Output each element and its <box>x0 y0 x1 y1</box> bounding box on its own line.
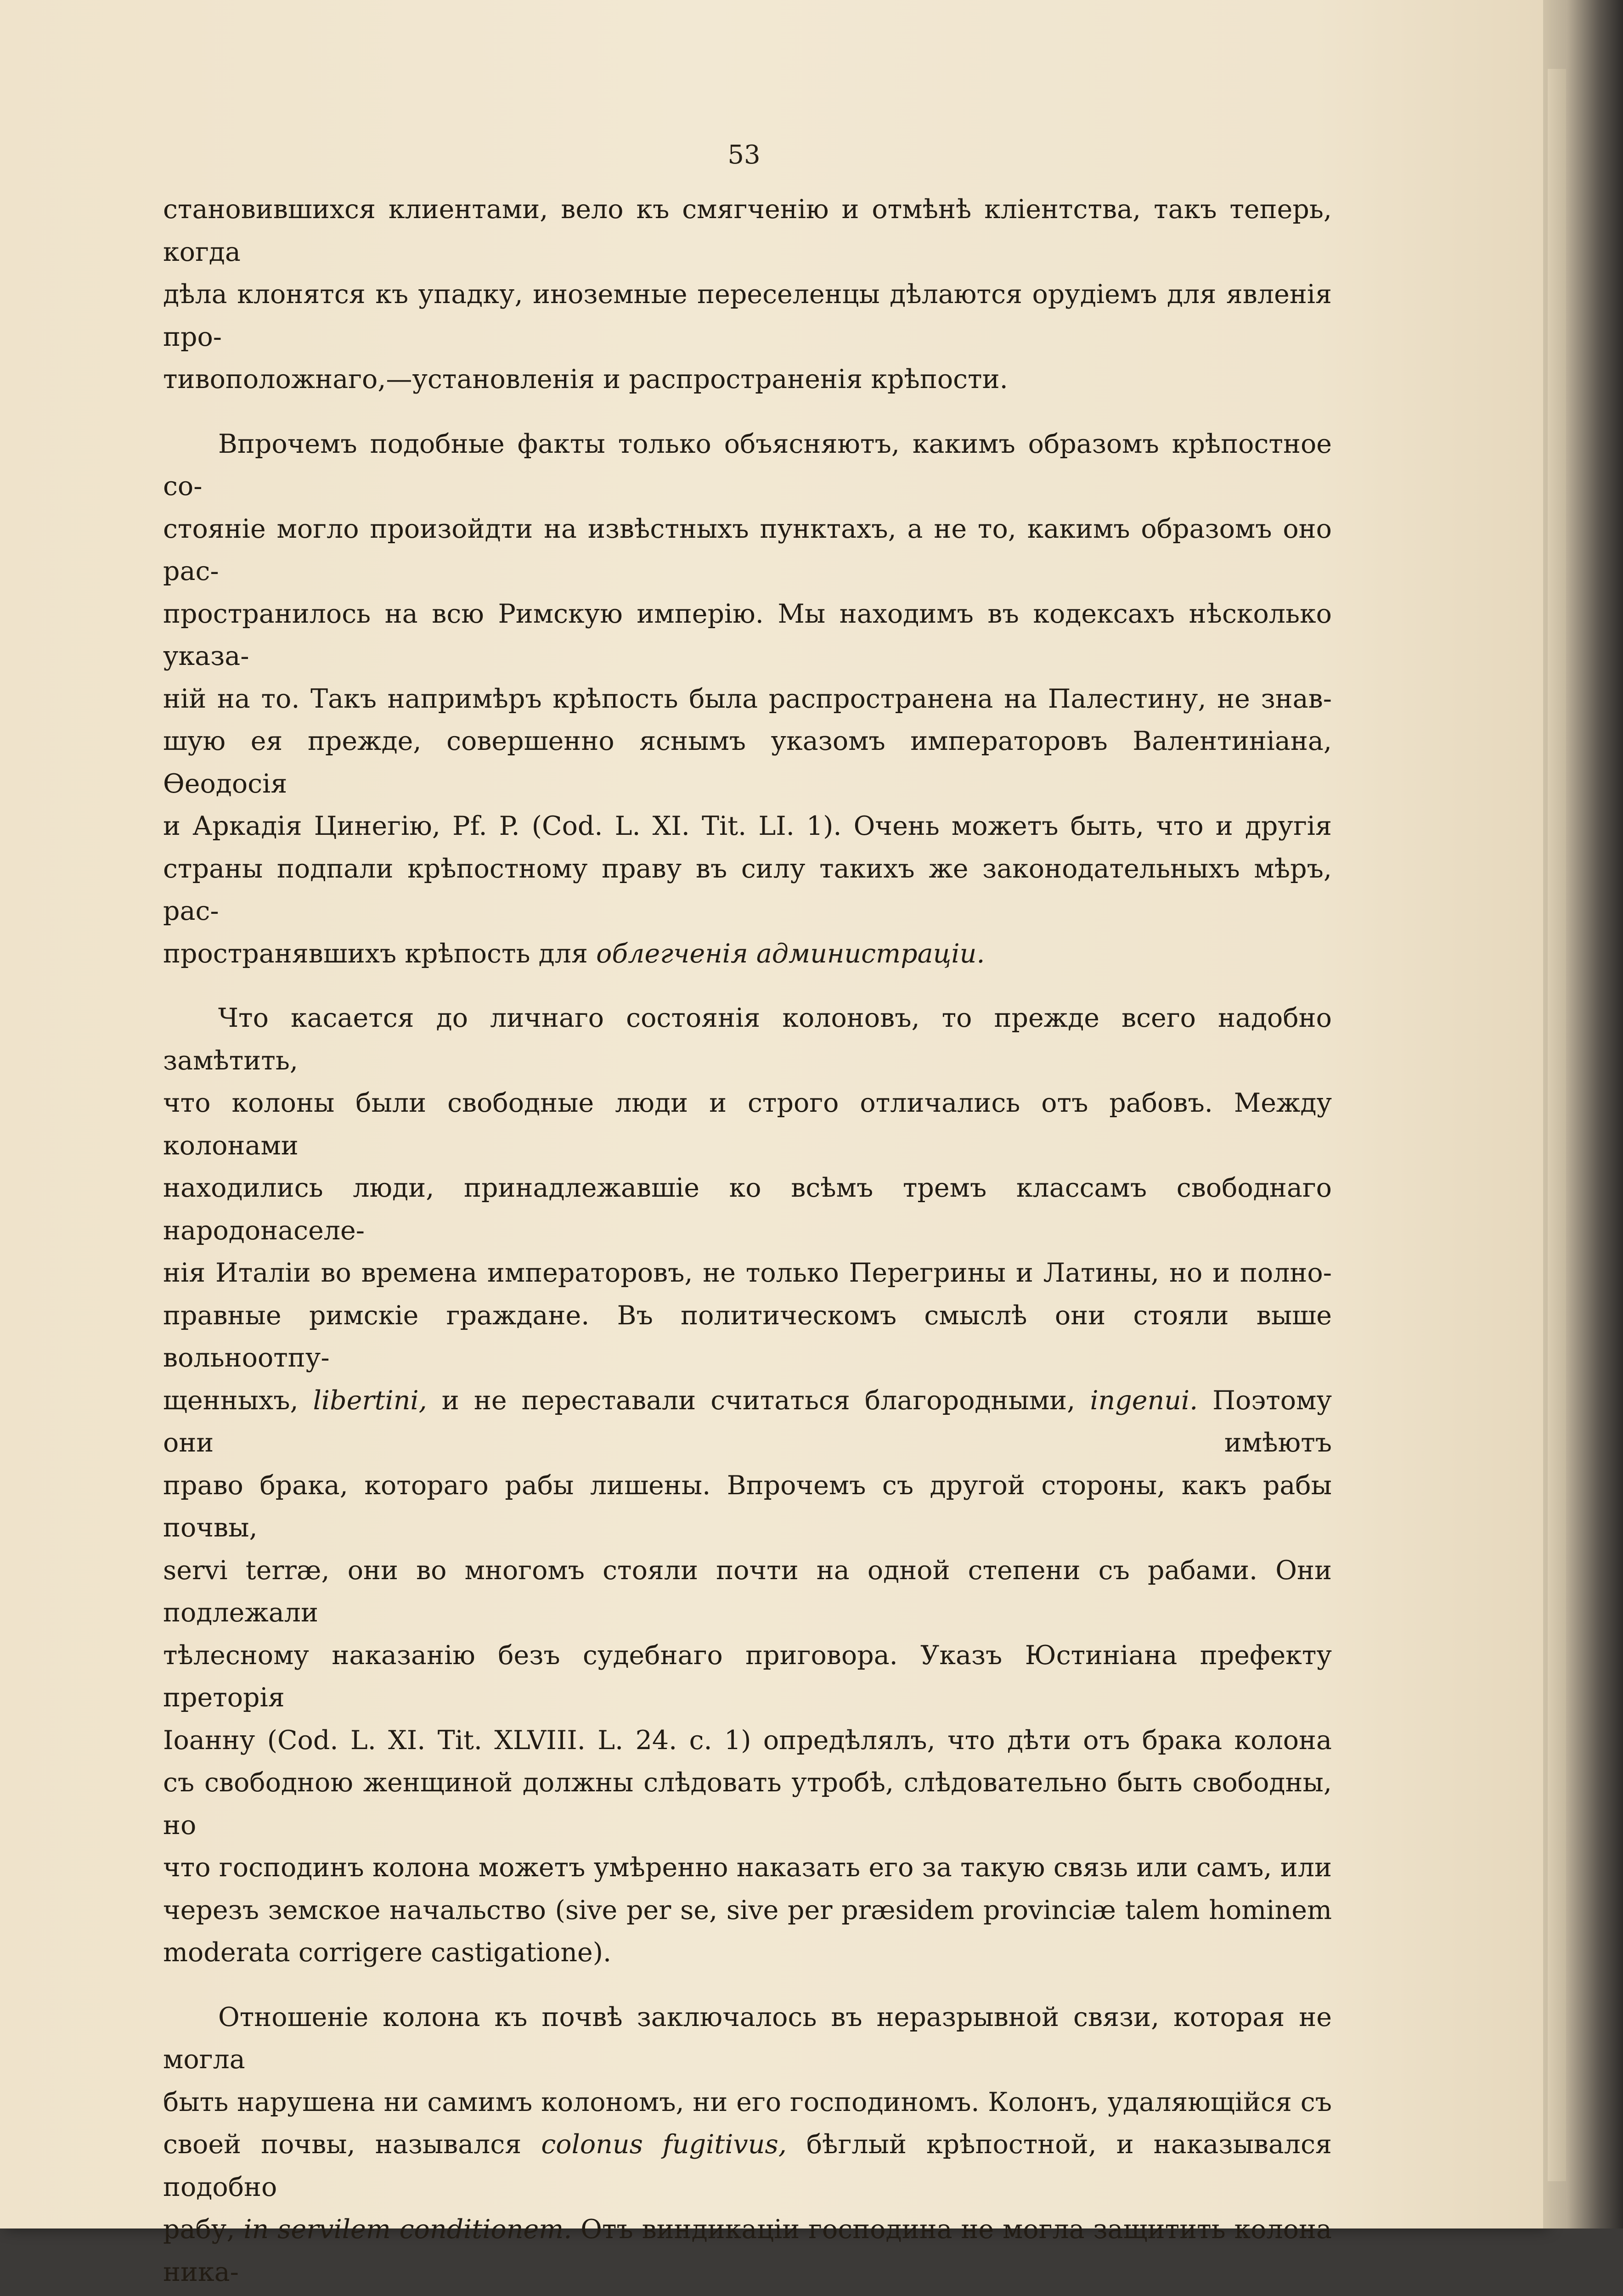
page-number: 53 <box>727 140 761 170</box>
text-line <box>163 848 1332 933</box>
text-line <box>163 678 1332 720</box>
text-line <box>163 1846 1332 1889</box>
text-line <box>163 188 1332 273</box>
text-segment: servi terræ, они во многомъ стояли почти на одной степени съ рабами. Они подлежали <box>163 1555 1332 1628</box>
text-segment: тивоположнаго,—установленія и распространенія крѣпости. <box>163 364 1008 394</box>
text-segment: и Аркадія Цинегію, Pf. P. (Cod. L. XI. Tit. LI. 1). Очень можетъ быть, что и другія <box>163 811 1332 841</box>
text-line <box>163 2208 1332 2293</box>
text-line <box>163 1889 1332 1932</box>
text-line <box>163 933 1332 975</box>
text-segment: дѣла клонятся къ упадку, иноземные переселенцы дѣлаются орудіемъ для явленія про- <box>163 279 1332 352</box>
text-segment: своей почвы, назывался <box>163 2129 541 2160</box>
text-line <box>163 1464 1332 1549</box>
text-line <box>163 423 1332 508</box>
text-line <box>163 358 1332 401</box>
text-segment: быть нарушена ни самимъ колономъ, ни его господиномъ. Колонъ, удаляющійся съ <box>163 2087 1332 2117</box>
text-segment: ній на то. Такъ напримѣръ крѣпость была распространена на Палестину, не знав- <box>163 683 1332 714</box>
text-segment: шую ея прежде, совершенно яснымъ указомъ императоровъ Валентиніана, Ѳеодосія <box>163 726 1332 799</box>
text-line <box>163 1761 1332 1846</box>
text-line <box>163 2293 1332 2296</box>
text-line <box>163 2123 1332 2208</box>
text-segment: и не переставали считаться благородными, <box>427 1385 1090 1416</box>
text-segment: что господинъ колона можетъ умѣренно наказать его за такую связь или самъ, или <box>163 1852 1332 1883</box>
italic-text: in servilem conditionem. <box>243 2214 572 2245</box>
text-segment: Что касается до личнаго состоянія колоновъ, то прежде всего надобно замѣтить, <box>163 1003 1332 1076</box>
text-segment: что колоны были свободные люди и строго отличались отъ рабовъ. Между колонами <box>163 1088 1332 1161</box>
text-line <box>163 1252 1332 1294</box>
text-segment: правные римскіе граждане. Въ политическомъ смыслѣ они стояли выше вольноотпу- <box>163 1300 1332 1373</box>
text-segment: страны подпали крѣпостному праву въ силу такихъ же законодательныхъ мѣръ, рас- <box>163 853 1332 926</box>
body-text <box>163 188 1332 2296</box>
text-line <box>163 1379 1332 1464</box>
text-segment: стояніе могло произойдти на извѣстныхъ пунктахъ, а не то, какимъ образомъ оно рас- <box>163 513 1332 586</box>
text-line <box>163 1082 1332 1167</box>
text-segment: черезъ земское начальство (sive per se, sive per præsidem provinciæ talem hominem <box>163 1895 1332 1925</box>
text-line <box>163 720 1332 805</box>
italic-text: ingenui. <box>1090 1385 1198 1416</box>
text-segment: находились люди, принадлежавшіе ко всѣмъ тремъ классамъ свободнаго народонаселе- <box>163 1173 1332 1246</box>
text-line <box>163 1294 1332 1379</box>
text-segment: щенныхъ, <box>163 1385 313 1416</box>
text-segment: право брака, котораго рабы лишены. Впрочемъ съ другой стороны, какъ рабы почвы, <box>163 1470 1332 1543</box>
text-line <box>163 805 1332 848</box>
text-segment: нія Италіи во времена императоровъ, не только Перегрины и Латины, но и полно- <box>163 1258 1332 1288</box>
text-segment: съ свободною женщиной должны слѣдовать утробѣ, слѣдовательно быть свободны, но <box>163 1767 1332 1840</box>
italic-text: облегченія администраціи. <box>596 938 985 969</box>
text-line <box>163 997 1332 1082</box>
text-segment: Отношеніе колона къ почвѣ заключалось въ неразрывной связи, которая не могла <box>163 2002 1332 2075</box>
text-line <box>163 1719 1332 1762</box>
text-line <box>163 2081 1332 2124</box>
text-segment: пространилось на всю Римскую имперію. Мы находимъ въ кодексахъ нѣсколько указа- <box>163 598 1332 671</box>
text-line <box>163 1931 1332 1974</box>
text-line <box>163 273 1332 358</box>
italic-text: libertini, <box>313 1385 427 1416</box>
text-segment: Іоанну (Cod. L. XI. Tit. XLVIII. L. 24. c. 1) опредѣлялъ, что дѣти отъ брака колона <box>163 1725 1332 1756</box>
text-line <box>163 593 1332 678</box>
text-line <box>163 1634 1332 1719</box>
text-line <box>163 1996 1332 2081</box>
text-line <box>163 508 1332 593</box>
text-segment: moderata corrigere castigatione). <box>163 1937 612 1968</box>
text-segment: Впрочемъ подобные факты только объясняютъ, какимъ образомъ крѣпостное со- <box>163 428 1332 501</box>
text-segment: Отъ виндикаціи господина не могла защитить колона ника- <box>163 2214 1332 2287</box>
underlying-pages <box>1548 69 1566 2181</box>
text-segment: пространявшихъ крѣпость для <box>163 938 597 969</box>
text-segment: рабу, <box>163 2214 244 2245</box>
text-segment: становившихся клиентами, вело къ смягченію и отмѣнѣ клiентства, такъ теперь, когда <box>163 194 1332 267</box>
text-line <box>163 1549 1332 1634</box>
italic-text: colonus fugitivus, <box>541 2129 787 2160</box>
text-segment: бѣглый крѣпостной, и наказывался подобно <box>163 2129 1332 2202</box>
text-segment: тѣлесному наказанію безъ судебнаго приговора. Указъ Юстиніана префекту преторія <box>163 1640 1332 1713</box>
text-line <box>163 1167 1332 1252</box>
text-segment: Поэтому они имѣютъ <box>163 1385 1332 1458</box>
